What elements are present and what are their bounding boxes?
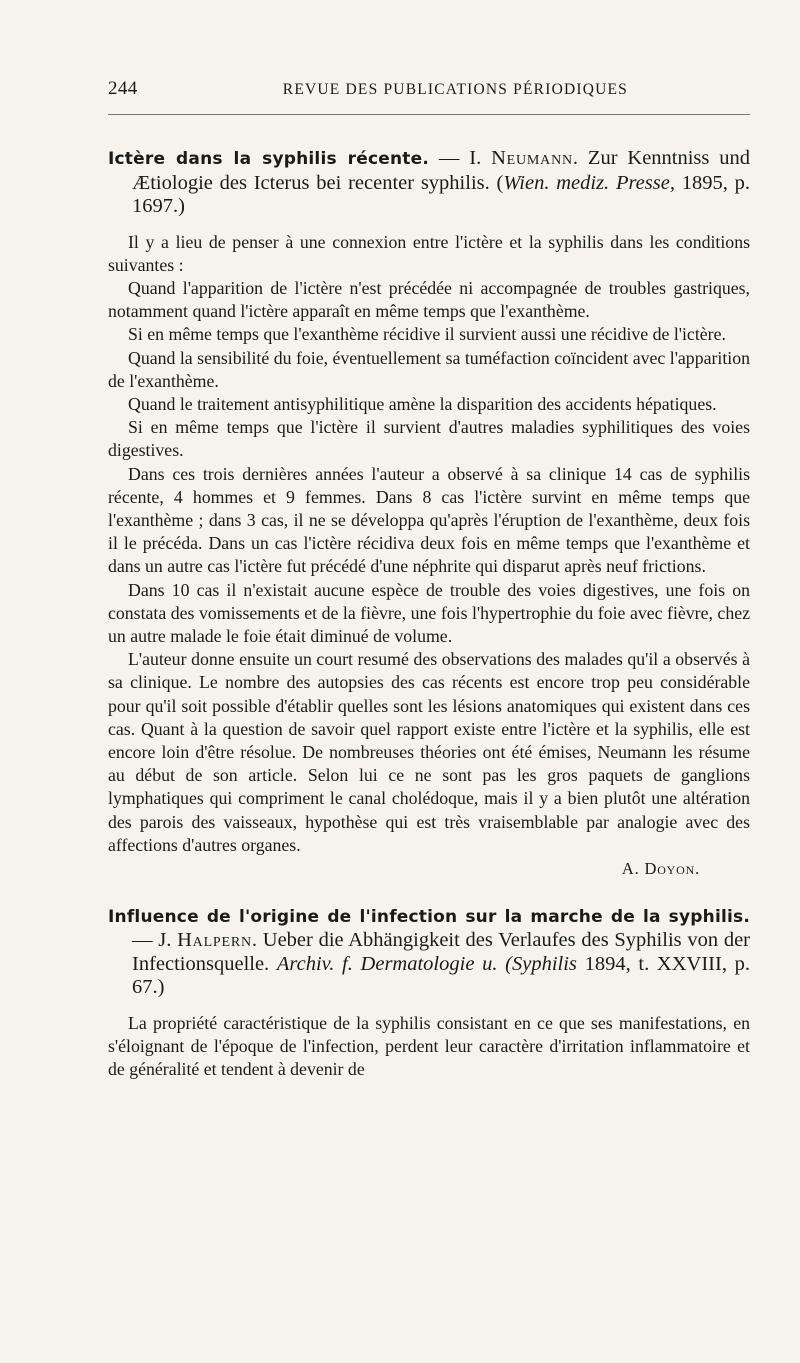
article-author: Halpern <box>177 929 252 952</box>
article-title: Ictère dans la syphilis récente. <box>108 149 429 169</box>
article-heading <box>108 905 750 1000</box>
heading-dash: — I. <box>429 147 492 169</box>
page-number: 244 <box>108 78 138 99</box>
article-journal: Wien. mediz. Presse, <box>503 171 675 194</box>
article-title: Influence de l'origine de l'infection sur la marche de la syphilis. <box>108 906 750 927</box>
paragraph: Si en même temps que l'ictère il survient d'autres maladies syphilitiques des voies digestives. <box>108 417 750 461</box>
article-citation-end: 1895, p. 1697.) <box>132 171 750 217</box>
paragraph: Si en même temps que l'exanthème récidive il survient aussi une récidive de l'ictère. <box>128 324 726 345</box>
article-citation: . Ueber die Abhängigkeit des Verlaufes des Syphilis von der Infectionsquelle. <box>132 929 750 975</box>
article-author: Neumann <box>491 147 573 169</box>
paragraph: Dans ces trois dernières années l'auteur a observé à sa clinique 14 cas de syphilis récente, 4 hommes et 9 femmes. Dans 8 cas l'ictère survint en même temps que l'exanthème ; dans 3 cas, il ne se développa qu'après l'éruption de l'exanthème, deux fois il le précéda. Dans un cas l'ictère récidiva deux fois en même temps que l'exanthème et dans un autre cas l'ictère fut précédé d'une néphrite qui disparut après neuf frictions. <box>108 463 750 577</box>
paragraph: Il y a lieu de penser à une connexion entre l'ictère et la syphilis dans les conditions suivantes : <box>108 231 750 275</box>
journal-title: REVUE DES PUBLICATIONS PÉRIODIQUES <box>282 81 628 98</box>
running-head <box>108 78 750 100</box>
paragraph: Quand la sensibilité du foie, éventuellement sa tuméfaction coïncident avec l'apparition de l'exanthème. <box>108 347 750 391</box>
article-citation-end: 1894, t. XXVIII, p. 67.) <box>132 952 751 999</box>
paragraph: L'auteur donne ensuite un court resumé des observations des malades qu'il a observés à sa clinique. Le nombre des autopsies des cas récents est encore trop peu considérable pour qu'il soit possible d'établir quelles sont les lésions anatomiques qui existent dans ces cas. Quant à la question de savoir quel rapport existe entre l'ictère et la syphilis, elle est encore loin d'être résolue. De nombreuses théories ont été émises, Neumann les résume au début de son article. Selon lui ce ne sont pas les gros paquets de ganglions lymphatiques qui compriment le canal cholédoque, mais il y a bien plutôt une altération des parois des vaisseaux, hypothèse qui est très vraisemblable par analogie avec des affections d'autres organes. <box>108 649 750 855</box>
article-body <box>108 1012 750 1082</box>
article-influence <box>108 905 750 1082</box>
article-journal: Archiv. f. Dermatologie u. (Syphilis <box>276 952 577 975</box>
article-citation: . Zur Kenntniss und Ætiologie des Icterus bei recenter syphilis. ( <box>132 147 751 194</box>
article-heading <box>108 147 750 219</box>
paragraph: La propriété caractéristique de la syphilis consistant en ce que ses manifestations, en s'éloignant de l'époque de l'infection, perdent leur caractère d'irritation inflammatoire et de généralité et tendent à devenir de <box>108 1012 750 1080</box>
paragraph: Quand l'apparition de l'ictère n'est précédée ni accompagnée de troubles gastriques, notamment quand l'ictère apparaît en même temps que l'exanthème. <box>108 277 750 322</box>
article-icterus <box>108 147 750 879</box>
header-rule <box>108 114 750 115</box>
signature: A. Doyon. <box>621 858 700 878</box>
heading-dash: — J. <box>132 929 178 952</box>
page <box>108 78 750 1082</box>
paragraph: Quand le traitement antisyphilitique amène la disparition des accidents hépatiques. <box>128 393 717 414</box>
paragraph: Dans 10 cas il n'existait aucune espèce de trouble des voies digestives, une fois on constata des vomissements et de la fièvre, une fois l'hypertrophie du foie avec fièvre, chez un autre malade le foie était diminué de volume. <box>108 579 750 646</box>
article-body <box>108 231 750 879</box>
